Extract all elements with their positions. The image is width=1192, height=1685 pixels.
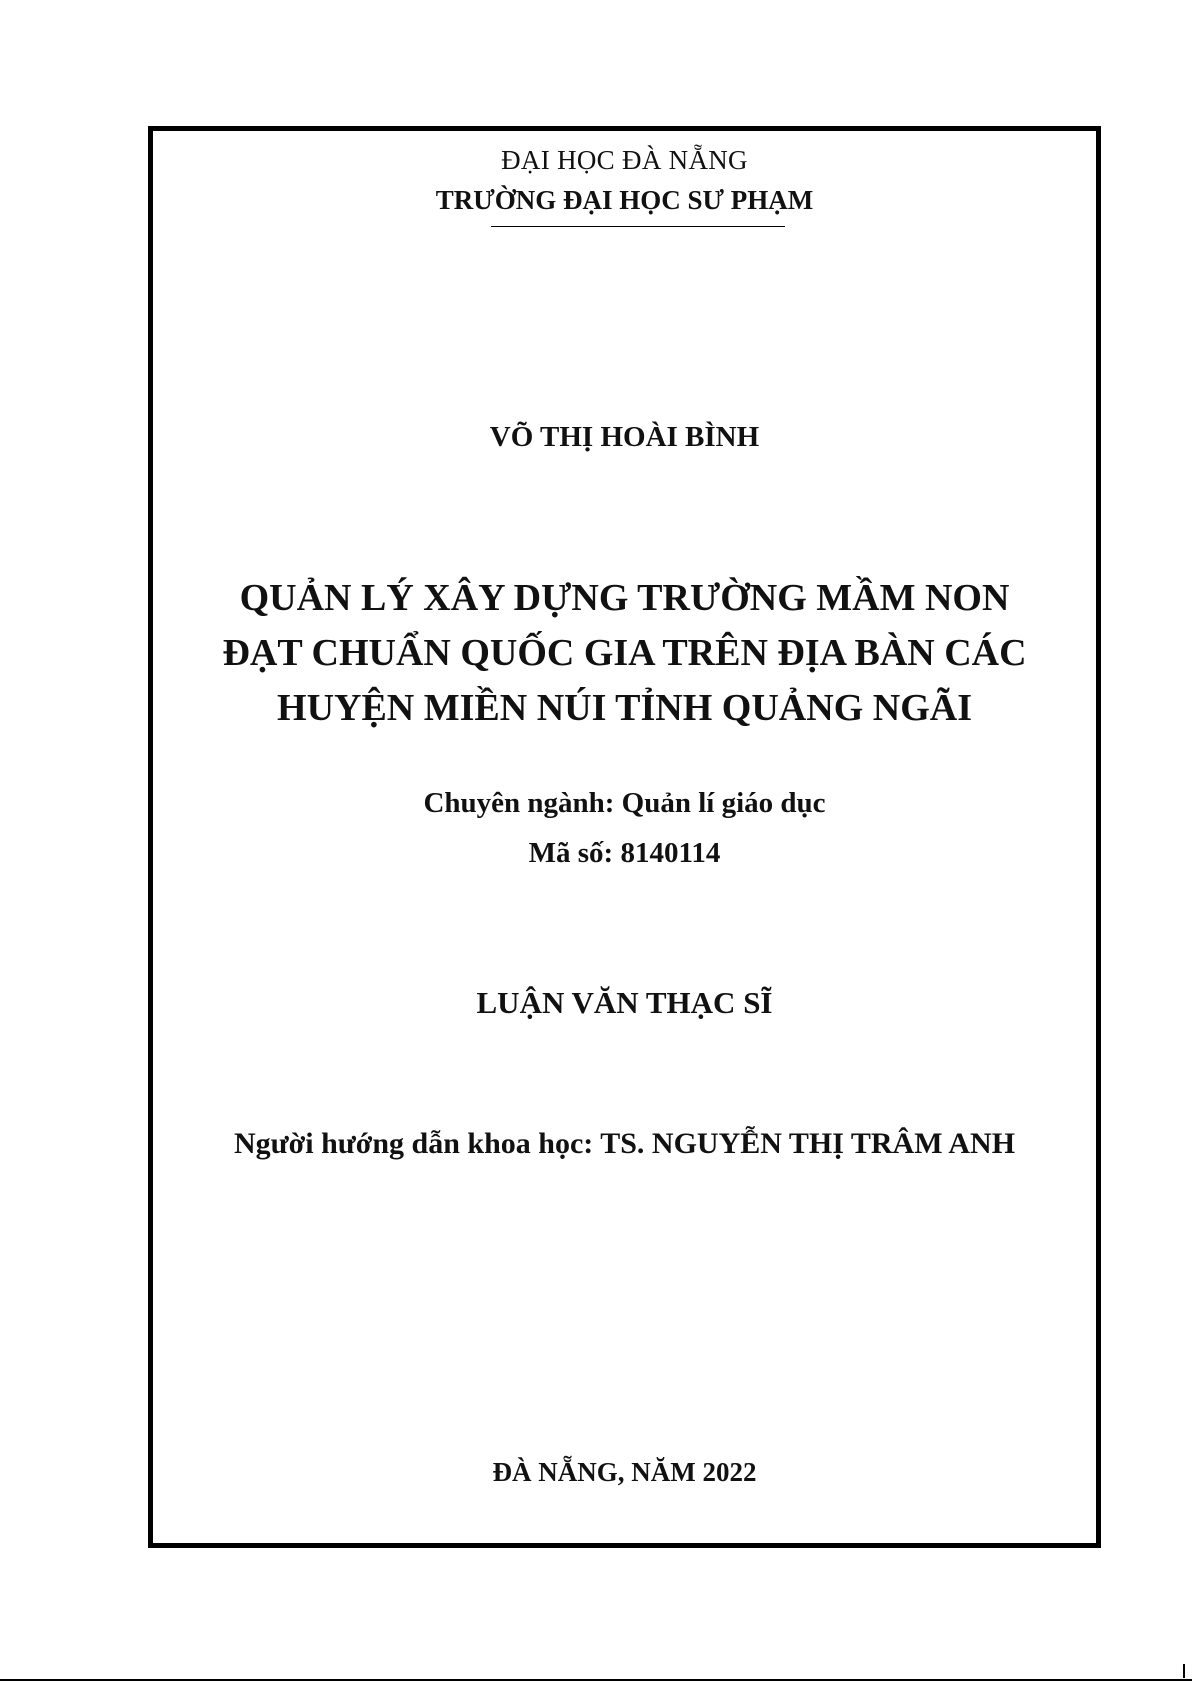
cover-frame bbox=[148, 126, 1101, 1548]
scientific-advisor: Người hướng dẫn khoa học: TS. NGUYỄN THỊ TRÂM ANH bbox=[233, 1127, 1016, 1160]
thesis-title-line: QUẢN LÝ XÂY DỰNG TRƯỜNG MẦM NON bbox=[239, 577, 1010, 619]
specialization: Chuyên ngành: Quản lí giáo dục bbox=[423, 787, 826, 819]
program-code: Mã số: 8140114 bbox=[528, 837, 721, 869]
author-name: VÕ THỊ HOÀI BÌNH bbox=[489, 421, 760, 453]
page-edge-mark bbox=[1183, 1664, 1185, 1678]
thesis-title-line: HUYỆN MIỀN NÚI TỈNH QUẢNG NGÃI bbox=[277, 687, 972, 729]
thesis-title bbox=[153, 571, 1096, 736]
place-and-year: ĐÀ NẴNG, NĂM 2022 bbox=[492, 1457, 757, 1487]
thesis-title-line: ĐẠT CHUẨN QUỐC GIA TRÊN ĐỊA BÀN CÁC bbox=[222, 632, 1027, 674]
page-bottom-rule bbox=[0, 1679, 1192, 1681]
school-underline bbox=[491, 226, 785, 227]
degree-type: LUẬN VĂN THẠC SĨ bbox=[476, 985, 773, 1020]
university-name: ĐẠI HỌC ĐÀ NẴNG bbox=[501, 145, 748, 175]
school-name: TRƯỜNG ĐẠI HỌC SƯ PHẠM bbox=[435, 185, 814, 215]
